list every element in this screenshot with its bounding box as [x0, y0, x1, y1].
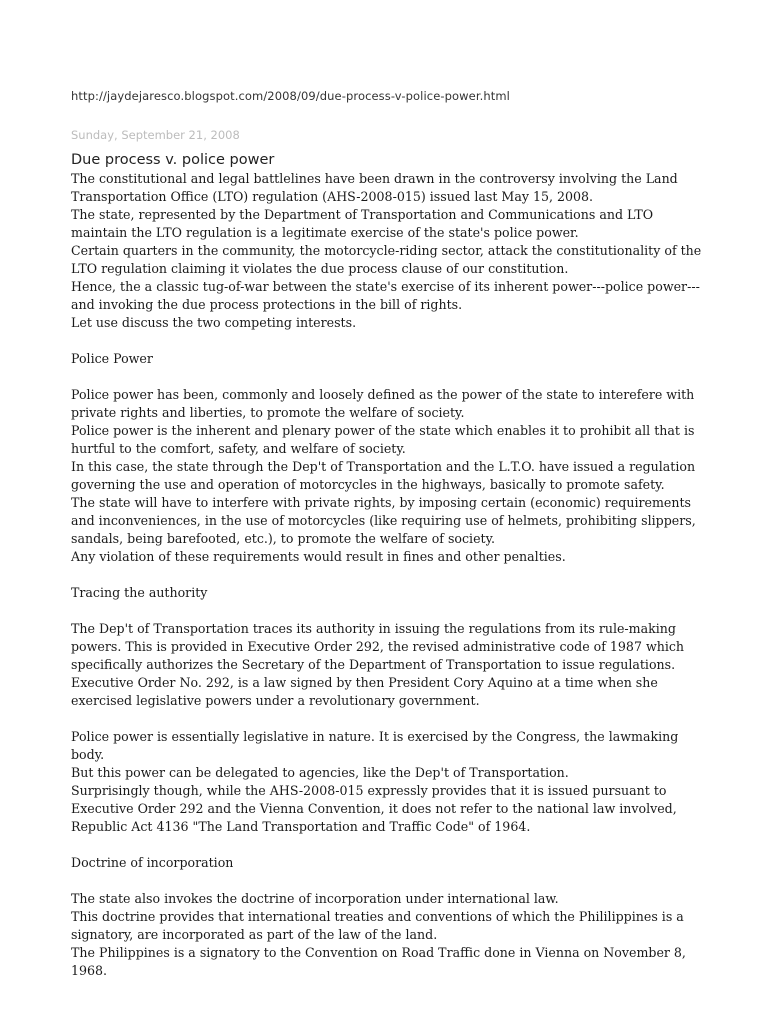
doctrine-paragraph: The state also invokes the doctrine of incorporation under international law.: [71, 891, 559, 906]
intro-paragraph: The state, represented by the Department of Transportation and Communications and LTO maintain the LTO regulation is a legitimate exercise of the state's police power.: [71, 207, 654, 240]
section-heading-doctrine-incorporation: Doctrine of incorporation: [71, 855, 234, 870]
source-url: http://jaydejaresco.blogspot.com/2008/09/due-process-v-police-power.html: [71, 89, 510, 103]
doctrine-paragraph: This doctrine provides that international treaties and conventions of which the Phililippines is a signatory, are incorporated as part of the law of the land.: [71, 909, 684, 942]
police-power-paragraph: The state will have to interfere with private rights, by imposing certain (economic) requirements and inconveniences, in the use of motorcycles (like requiring use of helmets, prohibiting slippers, sandals, being barefooted, etc.), to promote the welfare of society.: [71, 495, 696, 546]
intro-paragraph: Hence, the a classic tug-of-war between the state's exercise of its inherent power---police power--- and invoking the due process protections in the bill of rights.: [71, 279, 700, 312]
authority-paragraph: The Dep't of Transportation traces its authority in issuing the regulations from its rule-making powers. This is provided in Executive Order 292, the revised administrative code of 1987 which specifically authorizes the Secretary of the Department of Transportation to issue regulations. Executive Order No. 292, is a law signed by then President Cory Aquino at a time when she exercised legislative powers under a revolutionary government.: [71, 621, 685, 708]
intro-paragraph: Certain quarters in the community, the motorcycle-riding sector, attack the constitutionality of the LTO regulation claiming it violates the due process clause of our constitution.: [71, 243, 702, 276]
authority-paragraph: Police power is essentially legislative in nature. It is exercised by the Congress, the lawmaking body.: [71, 729, 679, 762]
authority-paragraph: But this power can be delegated to agencies, like the Dep't of Transportation.: [71, 765, 569, 780]
post-title: Due process v. police power: [71, 152, 275, 168]
authority-paragraph: Surprisingly though, while the AHS-2008-015 expressly provides that it is issued pursuant to Executive Order 292 and the Vienna Convention, it does not refer to the national law involved, Republic Act 4136 "The Land Transportation and Traffic Code" of 1964.: [71, 783, 677, 834]
police-power-paragraph: In this case, the state through the Dep't of Transportation and the L.T.O. have issued a regulation governing the use and operation of motorcycles in the highways, basically to promote safety.: [71, 459, 696, 492]
doctrine-paragraph: The Philippines is a signatory to the Convention on Road Traffic done in Vienna on November 8, 1968.: [71, 945, 686, 978]
intro-paragraph: The constitutional and legal battlelines have been drawn in the controversy involving the Land Transportation Office (LTO) regulation (AHS-2008-015) issued last May 15, 2008.: [71, 171, 678, 204]
post-date: Sunday, September 21, 2008: [71, 128, 240, 142]
police-power-paragraph: Police power has been, commonly and loosely defined as the power of the state to interefere with private rights and liberties, to promote the welfare of society.: [71, 387, 695, 420]
intro-paragraph: Let use discuss the two competing interests.: [71, 315, 357, 330]
section-heading-tracing-authority: Tracing the authority: [71, 585, 208, 600]
police-power-paragraph: Any violation of these requirements would result in fines and other penalties.: [71, 549, 566, 564]
section-heading-police-power: Police Power: [71, 351, 153, 366]
police-power-paragraph: Police power is the inherent and plenary power of the state which enables it to prohibit all that is hurtful to the comfort, safety, and welfare of society.: [71, 423, 695, 456]
post-body: [71, 170, 711, 980]
